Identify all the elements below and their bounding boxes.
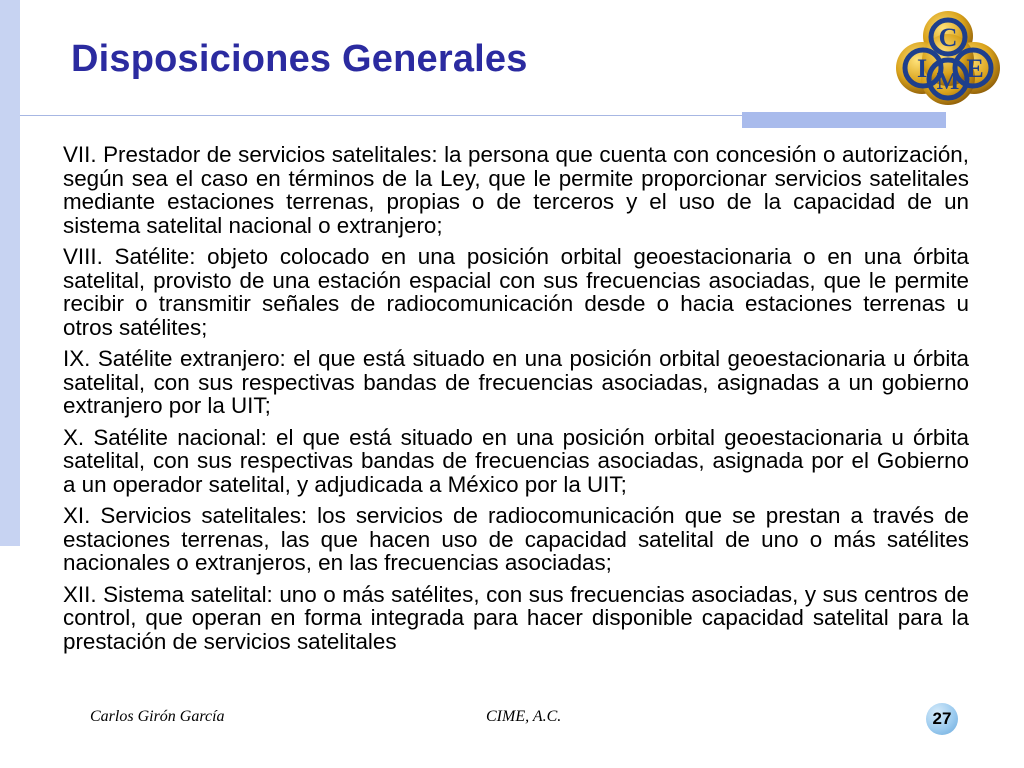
slide-body bbox=[63, 143, 969, 661]
paragraph-vii: VII. Prestador de servicios satelitales: la persona que cuenta con concesión o autorización, según sea el caso en términos de la Ley, que le permite proporcionar servicios satelitales mediante estaciones terrenas, propias o de terceros y el uso de la capacidad de un sistema satelital nacional o extranjero; bbox=[63, 142, 969, 238]
logo-letter-i: I bbox=[916, 54, 928, 83]
title-divider-accent bbox=[742, 112, 946, 128]
paragraph-viii: VIII. Satélite: objeto colocado en una posición orbital geoestacionaria o en una órbita satelital, provisto de una estación espacial con sus frecuencias asociadas, que le permite recibir o transmitir señales de radiocomunicación desde o hacia estaciones terrenas u otros satélites; bbox=[63, 244, 969, 340]
logo-letter-e: E bbox=[966, 54, 984, 83]
paragraph-xii: XII. Sistema satelital: uno o más satélites, con sus frecuencias asociadas, y sus centros de control, que operan en forma integrada para hacer disponible capacidad satelital para la prestación de servicios satelitales bbox=[63, 581, 969, 654]
page-number: 27 bbox=[932, 709, 952, 728]
paragraph-ix: IX. Satélite extranjero: el que está situado en una posición orbital geoestacionaria u órbita satelital, con sus respectivas bandas de frecuencias asociadas, asignadas a un gobierno extranjero por la UIT; bbox=[63, 346, 969, 418]
cime-logo bbox=[892, 10, 1004, 108]
slide-title: Disposiciones Generales bbox=[71, 38, 528, 80]
paragraph-xi: XI. Servicios satelitales: los servicios de radiocomunicación que se prestan a través de estaciones terrenas, las que hacen uso de capacidad satelital de uno o más satélites nacionales o extranjeros, en las frecuencias asociadas; bbox=[63, 503, 969, 575]
footer-author: Carlos Girón García bbox=[90, 708, 225, 725]
paragraph-x: X. Satélite nacional: el que está situado en una posición orbital geoestacionaria u órbita satelital, con sus respectivas bandas de frecuencias asociadas, asignada por el Gobierno a un operador satelital, y adjudicada a México por la UIT; bbox=[63, 424, 969, 497]
logo-letter-m: M bbox=[936, 69, 960, 95]
footer-organization: CIME, A.C. bbox=[486, 708, 562, 725]
page-number-badge bbox=[926, 703, 958, 735]
logo-letter-c: C bbox=[938, 23, 958, 52]
left-accent-bar bbox=[0, 0, 20, 546]
